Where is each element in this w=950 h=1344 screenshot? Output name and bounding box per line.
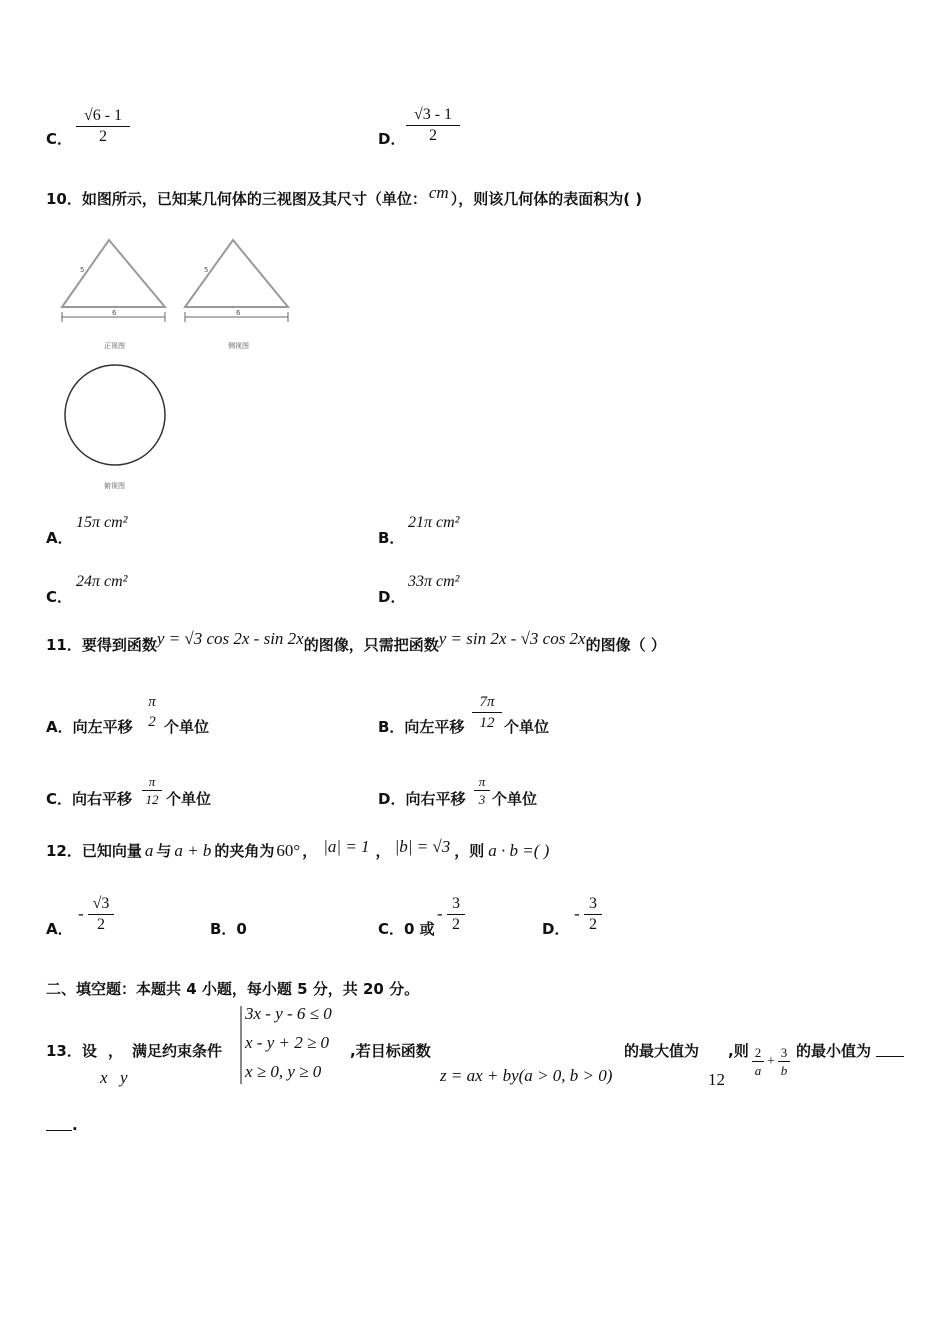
q12-then: ，则 — [454, 842, 485, 860]
q12-dot-product: a · b =( ) — [488, 841, 550, 860]
q11-option-c-unit: 个单位 — [166, 790, 212, 808]
q12-option-a-fraction — [88, 894, 114, 935]
q12-vector-sum: a + b — [174, 841, 212, 860]
side-view-base-label: 6 — [236, 309, 241, 317]
top-view-caption: 俯视图 — [104, 482, 125, 490]
q11-option-a-unit: 个单位 — [164, 718, 210, 736]
q9-option-d-label: D． — [378, 130, 406, 148]
q12-option-a-sign: - — [78, 904, 84, 923]
q10-stem — [46, 183, 643, 209]
front-view-slant-label: 5 — [80, 266, 85, 274]
q10-option-b-value: 21π cm² — [408, 514, 460, 531]
q12-condition-b: |b| = √3 — [394, 837, 451, 856]
q13-answer-blank-2[interactable] — [46, 1130, 72, 1131]
q13-answer-blank-1[interactable] — [876, 1056, 904, 1057]
q9-option-c-denominator: 2 — [99, 128, 107, 145]
q12-option-a-numerator: √3 — [88, 894, 114, 915]
q13-constraint-1: 3x - y - 6 ≤ 0 — [245, 1004, 332, 1023]
q11-option-a-numerator: π — [148, 694, 156, 710]
q12-angle-text: 的夹角为 — [214, 842, 275, 860]
q10-option-c-value: 24π cm² — [76, 573, 128, 590]
q13-constraint-3: x ≥ 0, y ≥ 0 — [245, 1062, 322, 1081]
q12-option-d-label: D． — [542, 920, 570, 938]
q13-max-text: 的最大值为 — [624, 1042, 700, 1060]
q11-option-b-numerator: 7π — [472, 692, 502, 713]
q10-option-b-label: B． — [378, 529, 405, 547]
q12-option-a-denominator: 2 — [97, 916, 105, 933]
q11-target-function: y = √3 cos 2x - sin 2x — [156, 629, 304, 648]
q12-option-c-numerator: 3 — [447, 894, 465, 915]
q12-option-d-fraction — [584, 894, 602, 935]
q9-option-c-label: C． — [46, 130, 73, 148]
q10-three-view-figure — [55, 232, 305, 492]
q9-option-c-numerator: √6 - 1 — [76, 106, 130, 127]
q12-comma-1: ， — [302, 842, 318, 860]
q13-var-x: x — [100, 1068, 108, 1087]
side-view-slant-label: 5 — [204, 266, 209, 274]
q11-option-c-label: C．向右平移 — [46, 790, 133, 808]
q13-comma: ， — [108, 1042, 124, 1060]
q10-option-c-label: C． — [46, 588, 73, 606]
q11-option-d-label: D．向右平移 — [378, 790, 466, 808]
q10-suffix: ），则该几何体的表面积为( ) — [450, 190, 643, 208]
q9-option-c-fraction — [76, 106, 130, 147]
q12-and: 与 — [156, 842, 172, 860]
q12-angle: 60° — [276, 841, 301, 860]
q11-option-b-denominator: 12 — [479, 715, 495, 731]
q10-option-a-value: 15π cm² — [76, 514, 128, 531]
q11-option-c-numerator: π — [142, 774, 162, 791]
q11-option-d-unit: 个单位 — [492, 790, 538, 808]
q11-option-d-fraction — [474, 774, 490, 809]
q11-option-d-numerator: π — [474, 774, 490, 791]
q11-mid: 的图像，只需把函数 — [303, 636, 439, 654]
q12-vector-a: a — [144, 841, 154, 860]
q11-option-b-unit: 个单位 — [504, 718, 550, 736]
q10-option-a-label: A． — [46, 529, 73, 547]
q12-comma-2: ， — [375, 842, 391, 860]
q11-option-a-label: A．向左平移 — [46, 718, 133, 736]
q13-objective-function: z = ax + by(a > 0, b > 0) — [440, 1066, 613, 1085]
q13-target-text: ,若目标函数 — [350, 1042, 431, 1060]
q12-option-d-numerator: 3 — [584, 894, 602, 915]
q12-prefix: 12．已知向量 — [46, 842, 142, 860]
q11-option-b-label: B．向左平移 — [378, 718, 465, 736]
q13-fraction-1 — [752, 1044, 764, 1079]
q12-option-d-denominator: 2 — [589, 916, 597, 933]
top-view-circle — [65, 365, 165, 465]
q13-end: . — [72, 1116, 78, 1134]
q12-option-a-label: A． — [46, 920, 73, 938]
front-view-caption: 正视图 — [104, 342, 125, 350]
q11-suffix: 的图像（ ） — [585, 636, 666, 654]
q12-option-b-label: B．0 — [210, 920, 247, 938]
section-2-heading: 二、填空题：本题共 4 小题，每小题 5 分，共 20 分。 — [46, 980, 420, 998]
q13-condition-text: 满足约束条件 — [132, 1042, 223, 1060]
q10-prefix: 10．如图所示，已知某几何体的三视图及其尺寸（单位： — [46, 190, 427, 208]
q9-option-d-denominator: 2 — [429, 127, 437, 144]
side-view-caption: 侧视图 — [228, 342, 249, 350]
q13-fraction-1-denominator: a — [754, 1063, 762, 1078]
q11-stem — [46, 629, 666, 655]
q12-condition-a: |a| = 1 — [323, 837, 370, 856]
q11-option-b-fraction — [472, 692, 502, 733]
q13-prefix: 13．设 — [46, 1042, 97, 1060]
q13-var-y: y — [120, 1068, 128, 1087]
q10-unit: cm — [428, 183, 449, 202]
q13-constraint-2: x - y + 2 ≥ 0 — [245, 1033, 330, 1052]
q12-option-c-sign: - — [437, 904, 443, 923]
q9-option-d-numerator: √3 - 1 — [406, 105, 460, 126]
q12-stem — [46, 837, 550, 861]
q13-fraction-2 — [778, 1044, 790, 1079]
q11-option-c-fraction — [142, 774, 162, 809]
q11-option-a-fraction — [142, 692, 162, 732]
q12-option-c-denominator: 2 — [452, 916, 460, 933]
q10-option-d-value: 33π cm² — [408, 573, 460, 590]
q12-option-c-fraction — [447, 894, 465, 935]
q11-prefix: 11．要得到函数 — [46, 636, 157, 654]
q13-fraction-1-numerator: 2 — [752, 1044, 764, 1062]
front-view-base-label: 6 — [112, 309, 117, 317]
q11-option-d-denominator: 3 — [478, 792, 486, 807]
q13-plus: + — [767, 1054, 775, 1069]
q13-min-text: 的最小值为 — [796, 1042, 872, 1060]
q9-option-d-fraction — [406, 105, 460, 146]
q12-option-d-sign: - — [574, 904, 580, 923]
q11-source-function: y = sin 2x - √3 cos 2x — [438, 629, 586, 648]
q12-option-c-label: C．0 或 — [378, 920, 435, 938]
q13-max-value: 12 — [708, 1070, 725, 1089]
q13-then: ,则 — [728, 1042, 749, 1060]
q13-fraction-2-numerator: 3 — [778, 1044, 790, 1062]
q10-option-d-label: D． — [378, 588, 406, 606]
q13-fraction-2-denominator: b — [780, 1063, 788, 1078]
q11-option-c-denominator: 12 — [145, 792, 159, 807]
q11-option-a-denominator: 2 — [148, 714, 156, 730]
